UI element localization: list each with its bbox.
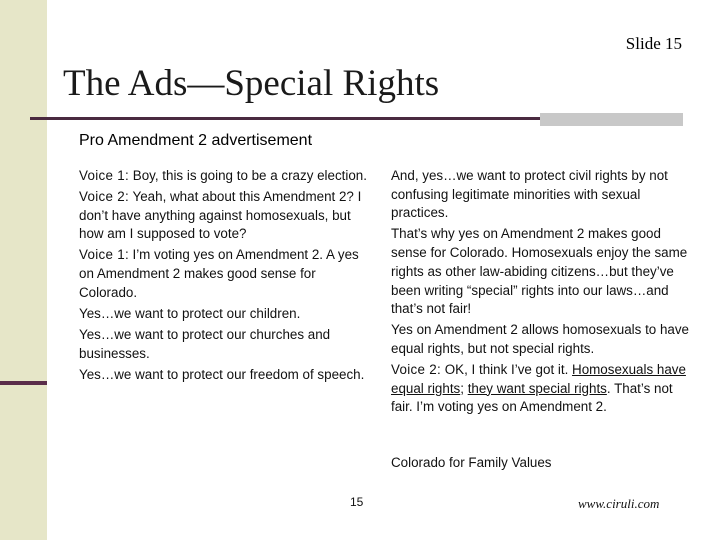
title-rule	[30, 117, 540, 120]
paragraph-text: . That’s not fair. I’m voting yes on Amendment 2.	[391, 380, 673, 415]
right-column	[391, 167, 689, 419]
paragraph: Yes…we want to protect our freedom of speech.	[79, 366, 365, 382]
speaker-label: Voice 2:	[391, 361, 442, 377]
paragraph-text: OK, I think I’ve got it.	[441, 361, 573, 377]
paragraph-text: Yeah, what about this Amendment 2? I don’t have anything against homosexuals, but how am I supposed to vote?	[79, 189, 362, 242]
paragraph: Yes…we want to protect our churches and businesses.	[79, 326, 331, 361]
side-accent-bar	[0, 381, 47, 385]
underlined-phrase: they want special rights	[467, 380, 607, 396]
page-number: 15	[350, 495, 364, 509]
speaker-label: Voice 1	[79, 247, 126, 263]
paragraph-text: : I’m voting yes on Amendment 2. A yes on Amendment 2 makes good sense for Colorado.	[79, 247, 359, 300]
paragraph: Yes…we want to protect our children.	[79, 305, 301, 321]
paragraph-text: Boy, this is going to be a crazy election.	[129, 168, 367, 183]
underlined-phrase: Homosexuals have equal rights	[391, 361, 686, 396]
slide-label: Slide 15	[625, 34, 682, 53]
paragraph	[79, 167, 371, 186]
side-band	[0, 0, 47, 540]
paragraph: And, yes…we want to protect civil rights by not confusing legitimate minorities with sexual practices.	[391, 168, 668, 221]
speaker-label: Voice 2:	[79, 189, 130, 204]
speaker-label: Voice 1:	[79, 168, 130, 183]
separator-text: ;	[460, 380, 468, 396]
slide-title: The Ads—Special Rights	[63, 63, 440, 104]
paragraph	[79, 246, 371, 302]
website-footer: www.ciruli.com	[578, 496, 660, 511]
left-column	[79, 167, 371, 387]
source-organization: Colorado for Family Values	[391, 455, 552, 470]
paragraph	[79, 188, 371, 244]
paragraph	[391, 361, 689, 417]
paragraph: Yes on Amendment 2 allows homosexuals to have equal rights, but not special rights.	[391, 322, 689, 356]
title-rule-accent	[540, 113, 683, 126]
slide-subtitle: Pro Amendment 2 advertisement	[79, 132, 313, 149]
paragraph: That’s why yes on Amendment 2 makes good sense for Colorado. Homosexuals enjoy the same rights as other law-abiding citizens…but they’ve been writing “special” rights into our laws…and that’s not fair!	[391, 226, 688, 317]
